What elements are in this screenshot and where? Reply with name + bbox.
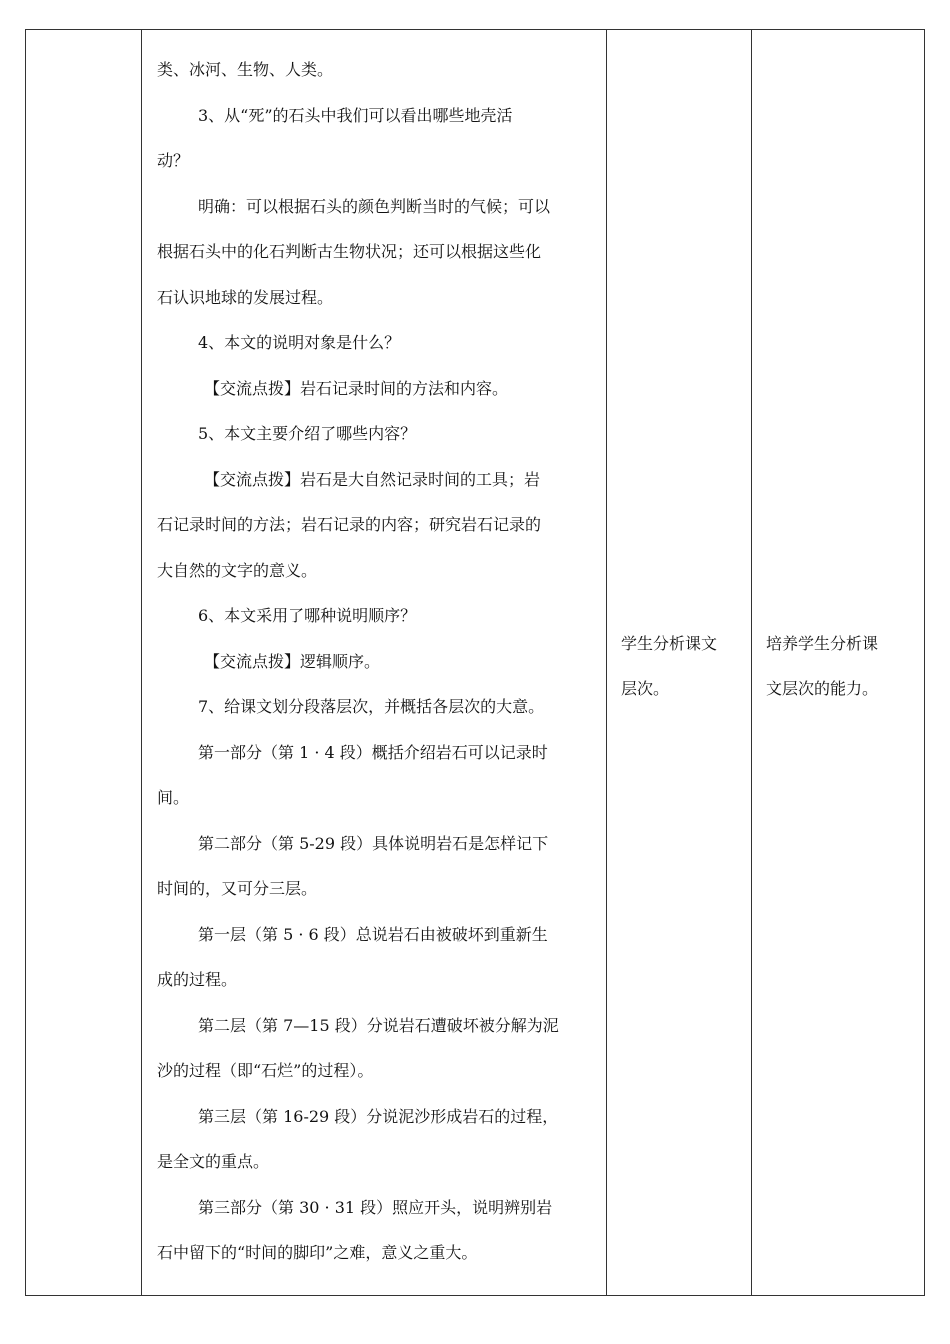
content-line: 间。	[157, 788, 190, 807]
content-line: 石记录时间的方法；岩石记录的内容；研究岩石记录的	[157, 515, 542, 534]
content-line: 3、从“死”的石头中我们可以看出哪些地壳活	[198, 105, 513, 125]
content-line: 【交流点拨】逻辑顺序。	[204, 651, 381, 671]
content-line: 第三部分（第 30 · 31 段）照应开头，说明辨别岩	[198, 1197, 553, 1217]
content-line: 6、本文采用了哪种说明顺序？	[198, 606, 417, 625]
student-activity-line: 学生分析课文	[621, 634, 718, 653]
student-activity-text	[607, 30, 751, 711]
content-line: 【交流点拨】岩石记录时间的方法和内容。	[204, 378, 509, 398]
content-line: 明确：可以根据石头的颜色判断当时的气候；可以	[198, 196, 551, 216]
student-activity-line: 层次。	[621, 679, 670, 698]
content-line: 【交流点拨】岩石是大自然记录时间的工具；岩	[204, 469, 541, 489]
content-line: 第一层（第 5 · 6 段）总说岩石由被破坏到重新生	[198, 924, 548, 944]
content-line: 第二部分（第 5-29 段）具体说明岩石是怎样记下	[198, 833, 549, 853]
content-line: 类、冰河、生物、人类。	[157, 60, 334, 79]
content-line: 根据石头中的化石判断古生物状况；还可以根据这些化	[157, 242, 542, 261]
content-line: 是全文的重点。	[157, 1152, 270, 1171]
content-line: 石认识地球的发展过程。	[157, 287, 334, 307]
content-line: 第一部分（第 1 · 4 段）概括介绍岩石可以记录时	[198, 742, 548, 762]
content-line: 大自然的文字的意义。	[157, 560, 318, 580]
content-line: 石中留下的“时间的脚印”之难，意义之重大。	[157, 1243, 478, 1262]
content-line: 第二层（第 7—15 段）分说岩石遭破坏被分解为泥	[198, 1015, 559, 1035]
content-line: 沙的过程（即“石烂”的过程）。	[157, 1061, 374, 1080]
content-line: 第三层（第 16-29 段）分说泥沙形成岩石的过程，	[198, 1106, 559, 1126]
table-row	[26, 30, 925, 1296]
content-line: 成的过程。	[157, 970, 238, 989]
content-line: 5、本文主要介绍了哪些内容？	[198, 424, 417, 443]
content-line: 7、给课文划分段落层次，并概括各层次的大意。	[198, 697, 545, 716]
teaching-content-cell	[142, 30, 607, 1296]
design-intent-text	[752, 30, 924, 711]
content-line: 4、本文的说明对象是什么？	[198, 333, 401, 352]
teaching-step-cell	[26, 30, 142, 1296]
content-line: 时间的，又可分三层。	[157, 879, 318, 898]
lesson-plan-table	[25, 29, 925, 1296]
teaching-content	[142, 30, 606, 1276]
design-intent-line: 文层次的能力。	[766, 679, 879, 698]
design-intent-line: 培养学生分析课	[766, 634, 879, 653]
design-intent-cell	[752, 30, 925, 1296]
student-activity-cell	[607, 30, 752, 1296]
content-line: 动？	[157, 151, 190, 170]
